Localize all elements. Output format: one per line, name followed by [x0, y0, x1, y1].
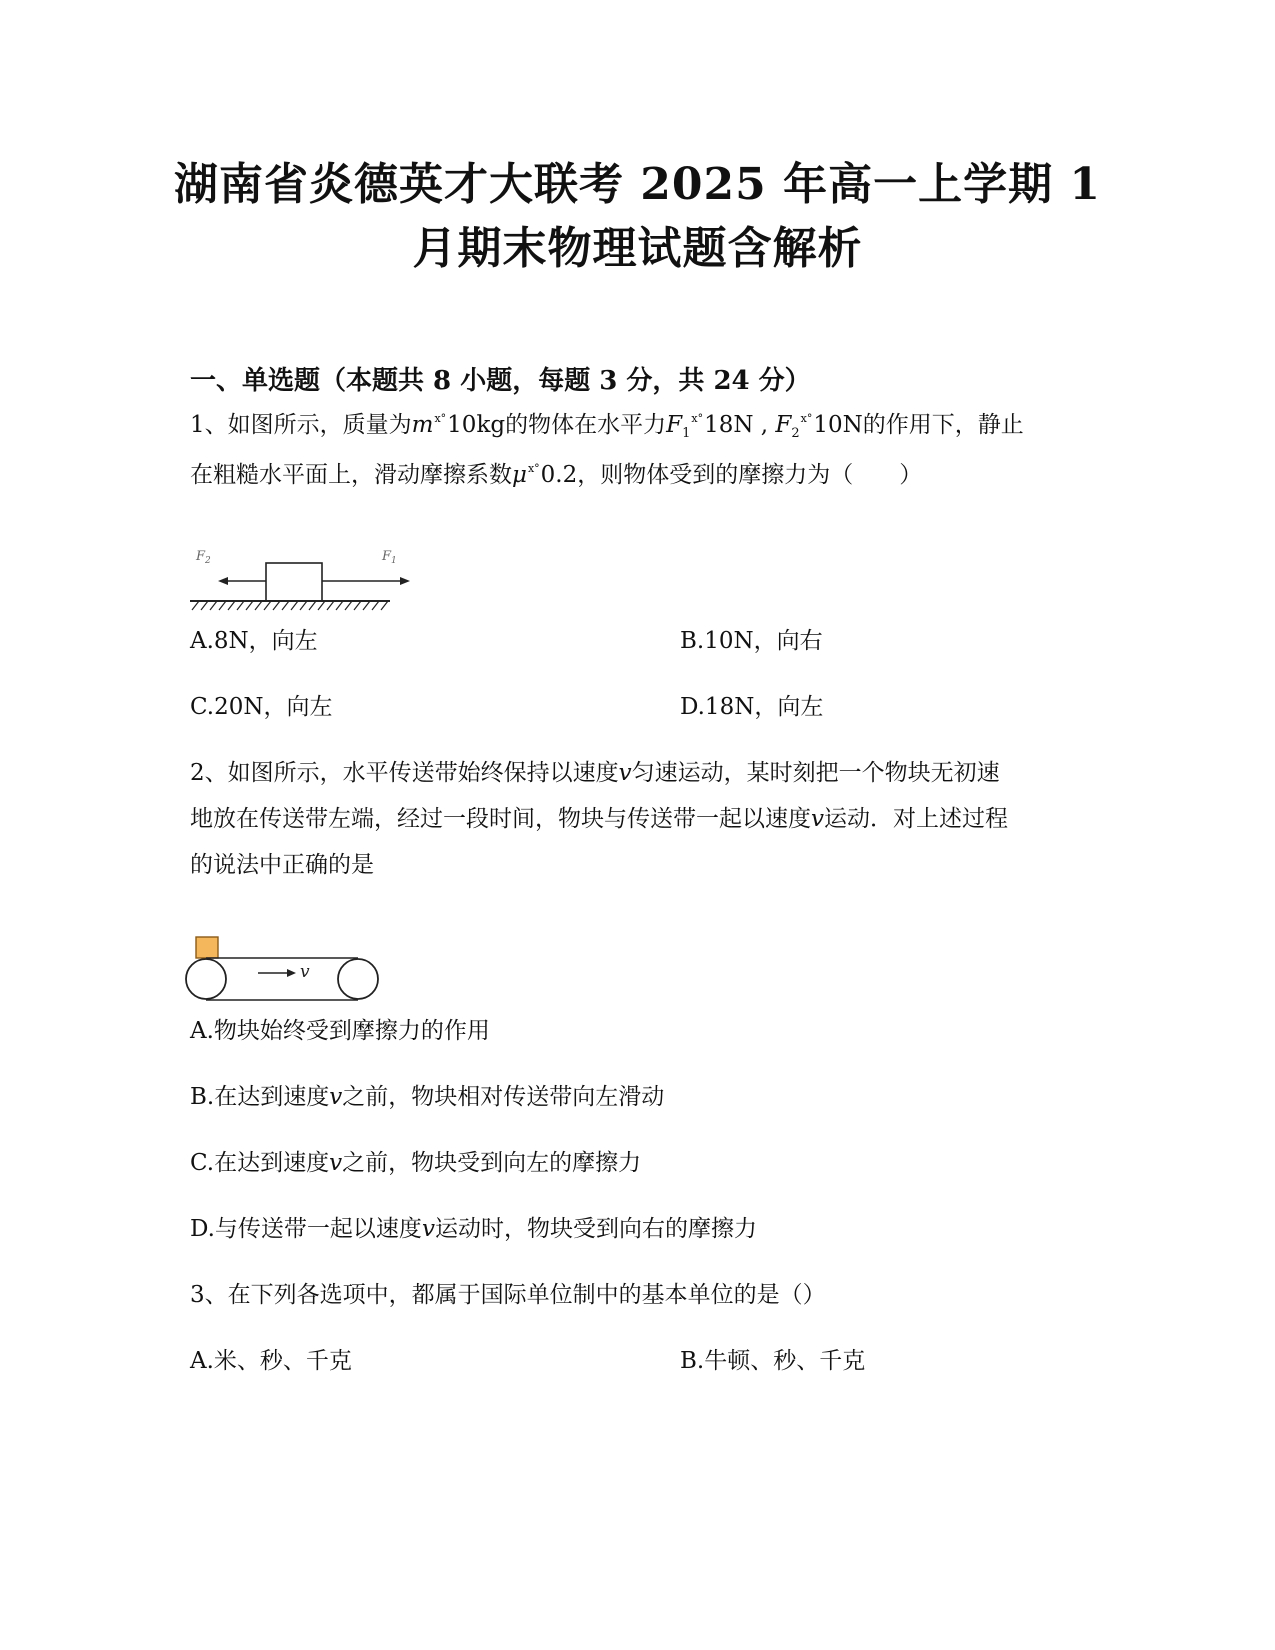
- equals-glyph: x°: [691, 412, 704, 425]
- left-roller: [186, 959, 226, 999]
- q1-text: 1、如图所示，质量为: [190, 412, 412, 438]
- f1-label: $F_1$: [382, 549, 397, 566]
- q1-text: 在粗糙水平面上，滑动摩擦系数: [190, 462, 512, 488]
- option-text: 之前，物块相对传送带向左滑动: [342, 1084, 665, 1110]
- equals-glyph: x°: [800, 412, 813, 425]
- q2-stem-line-1: [190, 754, 1000, 787]
- q2-stem-line-2: [190, 800, 1008, 833]
- q1-stem-line-2: [190, 456, 922, 489]
- hatch-mark: [300, 601, 307, 610]
- hatch-mark: [372, 601, 379, 610]
- document-title-line-2: 月期末物理试题含解析: [412, 223, 863, 274]
- q2-text: 地放在传送带左端，经过一段时间，物块与传送带一起以速度: [190, 806, 811, 832]
- q2-velocity-symbol: v: [618, 760, 632, 786]
- hatch-mark: [219, 601, 226, 610]
- section-heading: 一、单选题（本题共 8 小题，每题 3 分，共 24 分）: [190, 366, 811, 396]
- q1-f2-value: 10N: [813, 412, 863, 438]
- q2-text: 运动．对上述过程: [824, 806, 1008, 832]
- ground-hatching: [192, 601, 388, 610]
- velocity-arrowhead: [287, 969, 296, 977]
- hatch-mark: [264, 601, 271, 610]
- q2-text: 匀速运动，某时刻把一个物块无初速: [631, 760, 1000, 786]
- q2-velocity-symbol: v: [421, 1216, 435, 1242]
- equals-glyph: x°: [527, 462, 540, 475]
- option-text: C.在达到速度: [190, 1150, 330, 1176]
- hatch-mark: [345, 601, 352, 610]
- hatch-mark: [246, 601, 253, 610]
- q2-option-c: [190, 1144, 641, 1177]
- q1-mu-symbol: μ: [512, 462, 527, 488]
- q1-mu-value: 0.2: [540, 462, 578, 488]
- hatch-mark: [210, 601, 217, 610]
- q2-option-a: A.物块始终受到摩擦力的作用: [190, 1018, 490, 1044]
- q1-mass-symbol: m: [411, 412, 434, 438]
- hatch-mark: [354, 601, 361, 610]
- q3-stem: 3、在下列各选项中，都属于国际单位制中的基本单位的是（）: [190, 1282, 826, 1308]
- hatch-mark: [381, 601, 388, 610]
- f2-arrowhead: [218, 577, 228, 585]
- q3-option-a: A.米、秒、千克: [190, 1348, 352, 1374]
- q1-f1-value: 18N: [704, 412, 754, 438]
- document-title-line-1: 湖南省炎德英才大联考 2025 年高一上学期 1: [173, 159, 1102, 210]
- hatch-mark: [327, 601, 334, 610]
- q1-force-symbol: F: [775, 412, 792, 438]
- q1-subscript: 2: [791, 426, 800, 441]
- q1-text: ，则物体受到的摩擦力为（ ）: [577, 462, 923, 488]
- hatch-mark: [192, 601, 199, 610]
- hatch-mark: [291, 601, 298, 610]
- right-roller: [338, 959, 378, 999]
- hatch-mark: [336, 601, 343, 610]
- q2-text: 2、如图所示，水平传送带始终保持以速度: [190, 760, 619, 786]
- block: [196, 937, 218, 958]
- q2-option-b: [190, 1078, 664, 1111]
- q1-force-symbol: F: [666, 412, 683, 438]
- q2-velocity-symbol: v: [329, 1150, 343, 1176]
- option-text: 之前，物块受到向左的摩擦力: [342, 1150, 642, 1176]
- hatch-mark: [255, 601, 262, 610]
- hatch-mark: [201, 601, 208, 610]
- q1-stem-line-1: [190, 406, 1024, 441]
- option-text: D.与传送带一起以速度: [190, 1216, 422, 1242]
- q3-option-b: B.牛顿、秒、千克: [680, 1348, 866, 1374]
- hatch-mark: [363, 601, 370, 610]
- f2-label: $F_2$: [196, 549, 211, 566]
- q1-option-c: C.20N，向左: [190, 694, 333, 720]
- velocity-label: v: [300, 962, 310, 982]
- q1-option-d: D.18N，向左: [680, 694, 824, 720]
- q1-text: 的物体在水平力: [505, 412, 667, 438]
- q1-mass-value: 10kg: [447, 412, 506, 438]
- q2-option-d: [190, 1210, 757, 1243]
- hatch-mark: [273, 601, 280, 610]
- equals-glyph: x°: [434, 412, 447, 425]
- q2-stem-line-3: 的说法中正确的是: [190, 852, 374, 878]
- hatch-mark: [237, 601, 244, 610]
- q2-velocity-symbol: v: [329, 1084, 343, 1110]
- q1-comma: ,: [760, 412, 769, 438]
- hatch-mark: [282, 601, 289, 610]
- q1-option-b: B.10N，向右: [680, 628, 823, 654]
- block: [266, 563, 322, 601]
- hatch-mark: [318, 601, 325, 610]
- hatch-mark: [309, 601, 316, 610]
- f1-arrowhead: [400, 577, 410, 585]
- option-text: 运动时，物块受到向右的摩擦力: [434, 1216, 757, 1242]
- q2-velocity-symbol: v: [811, 806, 824, 832]
- q1-block-figure: [190, 545, 410, 615]
- q2-conveyor-figure: [184, 935, 394, 1007]
- q1-subscript: 1: [682, 426, 691, 441]
- q1-option-a: A.8N，向左: [190, 628, 318, 654]
- q1-text: 的作用下，静止: [862, 412, 1024, 438]
- hatch-mark: [228, 601, 235, 610]
- option-text: B.在达到速度: [190, 1084, 330, 1110]
